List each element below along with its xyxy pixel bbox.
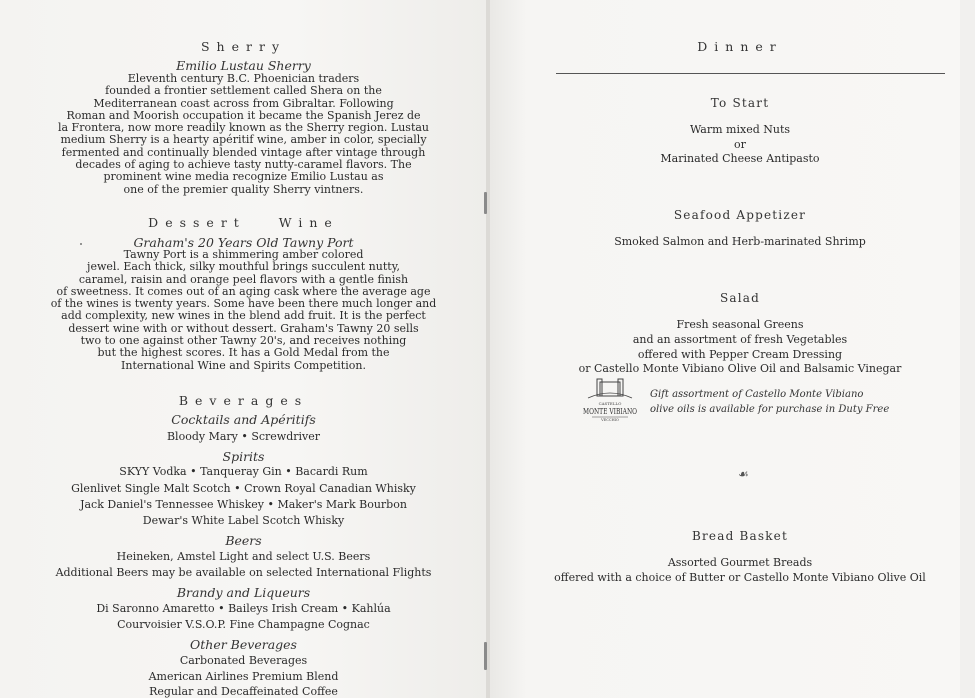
- dessert-line: add complexity, new wines in the blend add fruit. It is the perfect: [61, 309, 426, 323]
- salad-line: and an assortment of fresh Vegetables: [632, 333, 848, 346]
- sherry-heading: Sherry: [200, 39, 287, 54]
- logo-top-text: CASTELLO: [598, 401, 622, 406]
- sherry-line: one of the premier quality Sherry vintners.: [123, 182, 364, 196]
- gift-note: [650, 387, 889, 417]
- seafood-line: Smoked Salmon and Herb-marinated Shrimp: [614, 235, 866, 248]
- other-beverages-line: Regular and Decaffeinated Coffee: [149, 685, 338, 698]
- sherry-line: prominent wine media recognize Emilio Lustau as: [103, 170, 384, 184]
- dessert-line: International Wine and Spirits Competition.: [121, 358, 366, 372]
- spirits-line: Glenlivet Single Malt Scotch • Crown Royal Canadian Whisky: [71, 482, 416, 495]
- dessert-subtitle: Graham's 20 Years Old Tawny Port: [133, 235, 354, 250]
- other-beverages-line: American Airlines Premium Blend: [148, 670, 339, 683]
- other-beverages-line: Carbonated Beverages: [179, 654, 308, 667]
- dessert-heading-word: Dessert: [148, 215, 246, 230]
- spirits-line: SKYY Vodka • Tanqueray Gin • Bacardi Rum: [119, 465, 368, 478]
- cocktails-list: Bloody Mary • Screwdriver: [166, 430, 321, 443]
- logo-sub-text: VECCHIO: [601, 418, 619, 422]
- bread-basket-title: Bread Basket: [691, 529, 789, 543]
- beers-title: Beers: [225, 533, 262, 548]
- to-start-line: Marinated Cheese Antipasto: [660, 152, 820, 165]
- beers-line: Additional Beers may be available on selected International Flights: [55, 566, 432, 579]
- salad-line: or Castello Monte Vibiano Olive Oil and Balsamic Vinegar: [578, 362, 902, 375]
- sherry-line: decades of aging to achieve tasty nutty-caramel flavors. The: [75, 158, 412, 172]
- spirits-line: Jack Daniel's Tennessee Whiskey • Maker's Mark Bourbon: [80, 498, 407, 511]
- dessert-line: Tawny Port is a shimmering amber colored: [123, 248, 364, 261]
- dessert-line: dessert wine with or without dessert. Graham's Tawny 20 sells: [68, 321, 419, 335]
- sherry-line: Roman and Moorish occupation it became the Spanish Jerez de: [66, 108, 421, 122]
- gift-line: Gift assortment of Castello Monte Vibiano: [650, 389, 864, 400]
- brandy-line: Di Saronno Amaretto • Baileys Irish Cream • Kahlúa: [96, 602, 391, 615]
- sherry-line: medium Sherry is a hearty apéritif wine, amber in color, specially: [60, 133, 427, 147]
- bread-line: Assorted Gourmet Breads: [667, 556, 813, 569]
- dessert-line: jewel. Each thick, silky mouthful brings succulent nutty,: [87, 260, 400, 274]
- dessert-wine-heading: [0, 215, 487, 230]
- salad-line: Fresh seasonal Greens: [676, 318, 804, 331]
- sherry-line: Mediterranean coast across from Gibraltar. Following: [93, 96, 394, 110]
- logo-main-text: MONTE VIBIANO: [583, 407, 638, 416]
- bread-line: offered with a choice of Butter or Castello Monte Vibiano Olive Oil: [554, 571, 926, 584]
- dessert-line: but the highest scores. It has a Gold Medal from the: [97, 346, 390, 360]
- dinner-heading: Dinner: [697, 39, 783, 54]
- to-start-title: To Start: [710, 96, 770, 110]
- to-start-line: Warm mixed Nuts: [689, 123, 791, 136]
- cocktails-title: Cocktails and Apéritifs: [171, 412, 316, 427]
- spirits-title: Spirits: [222, 449, 265, 464]
- castello-monte-vibiano-logo: [582, 376, 638, 422]
- sherry-subtitle: Emilio Lustau Sherry: [176, 58, 311, 73]
- brandy-title: Brandy and Liqueurs: [176, 585, 311, 600]
- dessert-line: caramel, raisin and orange peel flavors with a gentle finish: [78, 272, 409, 286]
- to-start-line: or: [734, 138, 746, 151]
- other-beverages-title: Other Beverages: [190, 637, 297, 652]
- dessert-line: of the wines is twenty years. Some have been there much longer and: [50, 297, 437, 311]
- sherry-line: Eleventh century B.C. Phoenician traders: [127, 72, 360, 85]
- dessert-line: of sweetness. It comes out of an aging cask where the average age: [56, 284, 431, 298]
- gift-line: olive oils is available for purchase in Duty Free: [650, 404, 890, 415]
- sherry-line: la Frontera, now more readily known as the Sherry region. Lustau: [57, 121, 430, 135]
- brandy-line: Courvoisier V.S.O.P. Fine Champagne Cognac: [117, 618, 370, 631]
- dessert-description: [0, 249, 487, 372]
- fleuron-ornament: ☙: [738, 467, 749, 481]
- sherry-line: founded a frontier settlement called Shera on the: [105, 84, 382, 98]
- beverages-heading: Beverages: [178, 393, 309, 408]
- spirits-line: Dewar's White Label Scotch Whisky: [142, 514, 345, 527]
- seafood-title: Seafood Appetizer: [673, 208, 807, 222]
- beers-line: Heineken, Amstel Light and select U.S. Beers: [116, 550, 371, 563]
- dinner-rule: [556, 73, 945, 74]
- sherry-description: [0, 73, 487, 196]
- dessert-line: two to one against other Tawny 20's, and receives nothing: [80, 334, 407, 348]
- sherry-line: fermented and continually blended vintage after vintage through: [61, 145, 426, 159]
- salad-line: offered with Pepper Cream Dressing: [637, 348, 843, 361]
- salad-title: Salad: [719, 291, 761, 305]
- wine-heading-word: Wine: [278, 215, 339, 230]
